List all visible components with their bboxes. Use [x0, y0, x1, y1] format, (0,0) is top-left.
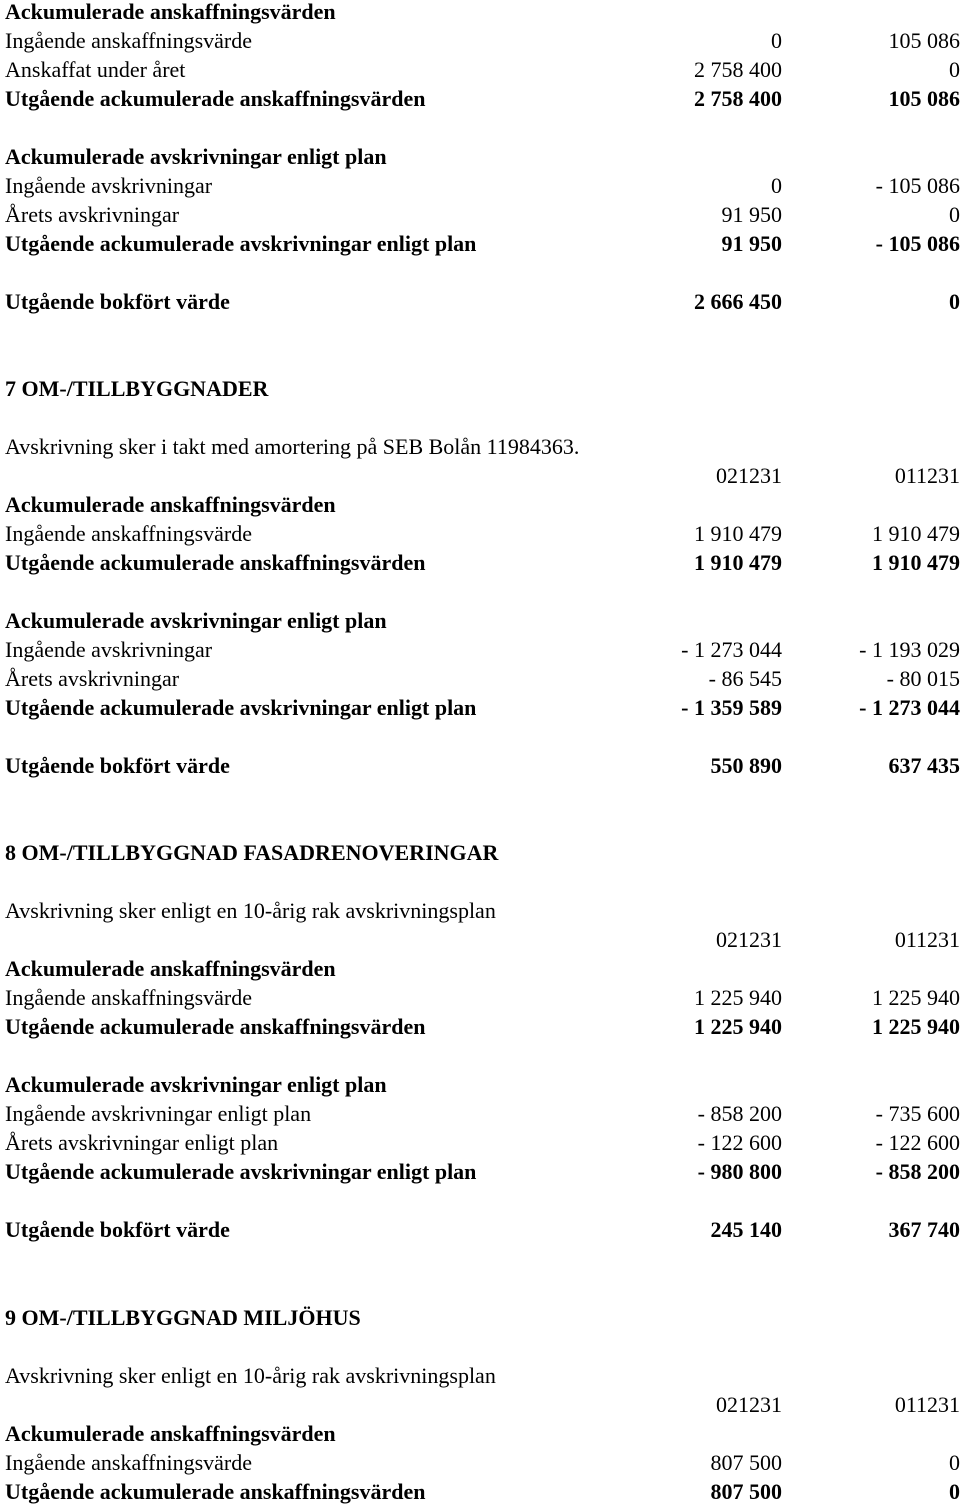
value-col-2: 1 225 940 — [872, 1014, 960, 1039]
value-col-2: - 1 273 044 — [859, 695, 960, 720]
line-label: Avskrivning sker enligt en 10-årig rak avskrivningsplan — [5, 898, 496, 923]
value-col-2: 105 086 — [888, 28, 960, 53]
value-col-2: - 1 193 029 — [859, 637, 960, 662]
line-label: Utgående ackumulerade anskaffningsvärden — [5, 1014, 426, 1039]
line — [5, 751, 960, 780]
line-label: Utgående ackumulerade avskrivningar enligt plan — [5, 231, 477, 256]
value-col-1: - 858 200 — [697, 1101, 782, 1126]
line-label: Ingående avskrivningar — [5, 173, 213, 198]
value-col-1: 0 — [771, 28, 782, 53]
line-label: Utgående bokfört värde — [5, 289, 230, 314]
line — [5, 490, 960, 519]
line — [5, 896, 960, 925]
line — [5, 954, 960, 983]
value-col-2: - 122 600 — [875, 1130, 960, 1155]
value-col-1: - 86 545 — [708, 666, 782, 691]
value-col-1: 1 910 479 — [694, 521, 782, 546]
value-col-2: 1 225 940 — [872, 985, 960, 1010]
value-col-2: 0 — [949, 57, 960, 82]
line — [5, 171, 960, 200]
value-col-2: - 80 015 — [886, 666, 960, 691]
line-label: Ackumulerade avskrivningar enligt plan — [5, 1072, 387, 1097]
value-col-2: 0 — [949, 289, 960, 314]
line — [5, 983, 960, 1012]
line-label: Utgående ackumulerade anskaffningsvärden — [5, 550, 426, 575]
value-col-1: 807 500 — [710, 1479, 782, 1504]
value-col-1: 91 950 — [721, 231, 782, 256]
line-label: Ackumulerade anskaffningsvärden — [5, 1421, 336, 1446]
line-label: Ingående anskaffningsvärde — [5, 1450, 252, 1475]
line — [5, 1419, 960, 1448]
value-col-2: 105 086 — [888, 86, 960, 111]
value-col-2: 011231 — [894, 927, 960, 952]
value-col-2: - 105 086 — [875, 173, 960, 198]
line — [5, 374, 960, 403]
line-label: Årets avskrivningar enligt plan — [5, 1130, 279, 1155]
line — [5, 519, 960, 548]
line — [5, 1128, 960, 1157]
line-label: Ingående anskaffningsvärde — [5, 521, 252, 546]
line — [5, 55, 960, 84]
value-col-1: 550 890 — [710, 753, 782, 778]
value-col-2: 367 740 — [888, 1217, 960, 1242]
line-label: Utgående ackumulerade anskaffningsvärden — [5, 86, 426, 111]
value-col-1: 2 666 450 — [694, 289, 782, 314]
line — [5, 1157, 960, 1186]
value-col-2: 0 — [949, 1479, 960, 1504]
line — [5, 1070, 960, 1099]
value-col-1: - 1 273 044 — [681, 637, 782, 662]
line-label: Utgående bokfört värde — [5, 1217, 230, 1242]
line-label: Utgående ackumulerade avskrivningar enligt plan — [5, 1159, 477, 1184]
line — [5, 461, 960, 490]
value-col-2: - 858 200 — [875, 1159, 960, 1184]
line-label: Ackumulerade anskaffningsvärden — [5, 0, 336, 24]
line-label: 7 OM-/TILLBYGGNADER — [5, 376, 269, 401]
value-col-2: 1 910 479 — [872, 521, 960, 546]
line — [5, 229, 960, 258]
value-col-1: 021231 — [716, 1392, 782, 1417]
line — [5, 1477, 960, 1506]
line-label: Årets avskrivningar — [5, 666, 180, 691]
value-col-1: 1 225 940 — [694, 985, 782, 1010]
line — [5, 548, 960, 577]
value-col-1: 807 500 — [710, 1450, 782, 1475]
line-label: Ingående avskrivningar enligt plan — [5, 1101, 312, 1126]
value-col-1: 021231 — [716, 927, 782, 952]
line — [5, 26, 960, 55]
value-col-1: - 122 600 — [697, 1130, 782, 1155]
line — [5, 635, 960, 664]
line-label: Ingående anskaffningsvärde — [5, 985, 252, 1010]
value-col-2: 0 — [949, 1450, 960, 1475]
line-label: Avskrivning sker enligt en 10-årig rak avskrivningsplan — [5, 1363, 496, 1388]
value-col-2: 0 — [949, 202, 960, 227]
line-label: Ingående avskrivningar — [5, 637, 213, 662]
value-col-1: - 980 800 — [697, 1159, 782, 1184]
value-col-1: 0 — [771, 173, 782, 198]
line — [5, 142, 960, 171]
line — [5, 1361, 960, 1390]
line — [5, 925, 960, 954]
line — [5, 432, 960, 461]
line — [5, 1215, 960, 1244]
line-label: Anskaffat under året — [5, 57, 186, 82]
value-col-2: - 735 600 — [875, 1101, 960, 1126]
line — [5, 1303, 960, 1332]
line — [5, 0, 960, 26]
line-label: Ackumulerade avskrivningar enligt plan — [5, 144, 387, 169]
line-label: Ackumulerade avskrivningar enligt plan — [5, 608, 387, 633]
line — [5, 664, 960, 693]
value-col-1: - 1 359 589 — [681, 695, 782, 720]
line — [5, 1448, 960, 1477]
line — [5, 200, 960, 229]
line-label: Utgående bokfört värde — [5, 753, 230, 778]
line — [5, 84, 960, 113]
line — [5, 287, 960, 316]
line — [5, 1012, 960, 1041]
value-col-1: 1 910 479 — [694, 550, 782, 575]
line — [5, 1099, 960, 1128]
line-label: Ingående anskaffningsvärde — [5, 28, 252, 53]
line-label: Årets avskrivningar — [5, 202, 180, 227]
value-col-2: 1 910 479 — [872, 550, 960, 575]
line — [5, 606, 960, 635]
value-col-1: 91 950 — [721, 202, 782, 227]
value-col-1: 245 140 — [710, 1217, 782, 1242]
line-label: Ackumulerade anskaffningsvärden — [5, 956, 336, 981]
value-col-2: - 105 086 — [875, 231, 960, 256]
line-label: 8 OM-/TILLBYGGNAD FASADRENOVERINGAR — [5, 840, 499, 865]
line-label: Avskrivning sker i takt med amortering på SEB Bolån 11984363. — [5, 434, 580, 459]
line-label: 9 OM-/TILLBYGGNAD MILJÖHUS — [5, 1305, 361, 1330]
value-col-1: 1 225 940 — [694, 1014, 782, 1039]
value-col-2: 637 435 — [888, 753, 960, 778]
line-label: Utgående ackumulerade anskaffningsvärden — [5, 1479, 426, 1504]
value-col-1: 021231 — [716, 463, 782, 488]
line — [5, 838, 960, 867]
line-label: Ackumulerade anskaffningsvärden — [5, 492, 336, 517]
line-label: Utgående ackumulerade avskrivningar enligt plan — [5, 695, 477, 720]
line — [5, 693, 960, 722]
value-col-2: 011231 — [894, 463, 960, 488]
value-col-1: 2 758 400 — [694, 57, 782, 82]
value-col-1: 2 758 400 — [694, 86, 782, 111]
value-col-2: 011231 — [894, 1392, 960, 1417]
line — [5, 1390, 960, 1419]
